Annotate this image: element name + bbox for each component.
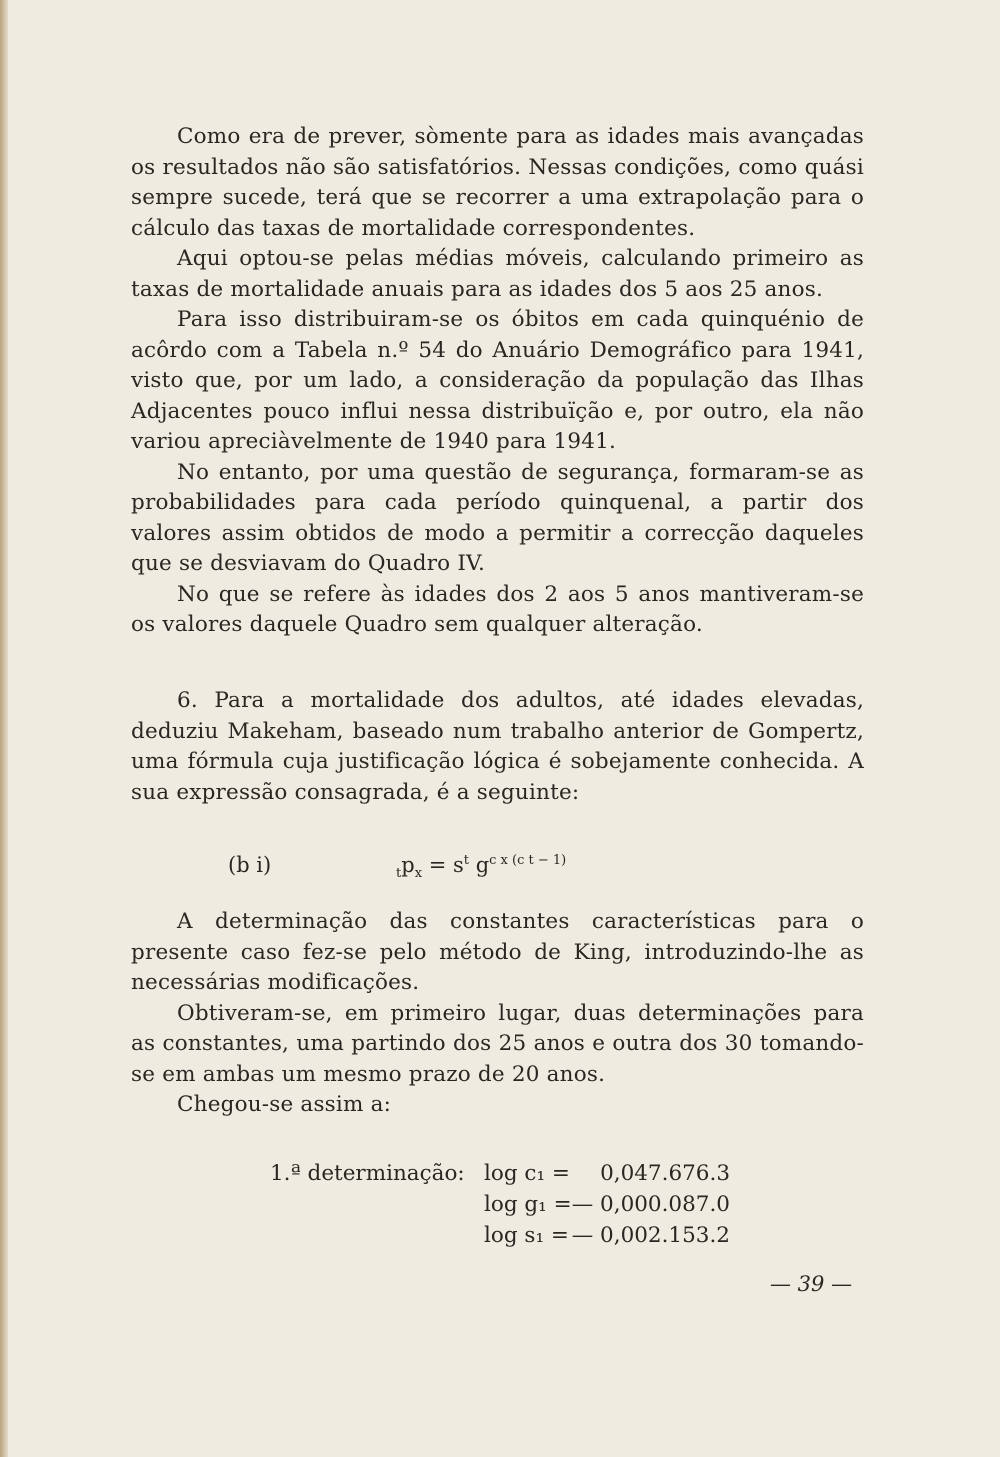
formula-label: (b i) xyxy=(228,853,272,877)
paragraph: 6. Para a mortalidade dos adultos, até idades elevadas, deduziu Makeham, baseado num trabalho anterior de Gompertz, uma fórmula cuja justificação lógica é sobejamente conhecida. A sua expressão consagrada, é a seguinte: xyxy=(131,688,864,805)
formula-sup-t: t xyxy=(463,853,470,868)
paragraph: Aqui optou-se pelas médias móveis, calculando primeiro as taxas de mortalidade anuais para as idades dos 5 aos 25 anos. xyxy=(131,246,864,302)
body-text-top xyxy=(131,122,864,641)
log-value: — 0,000.087.0 xyxy=(571,1192,730,1217)
formula-sub-t: t xyxy=(396,866,402,882)
paragraph: Como era de prever, sòmente para as idades mais avançadas os resultados não são satisfatórios. Nessas condições, como quási sempre sucede, terá que se recorrer a uma extrapolação para o cálculo das taxas de mortalidade correspondentes. xyxy=(131,124,864,241)
paragraph: A determinação das constantes características para o presente caso fez-se pelo método de King, introduzindo-lhe as necessárias modificações. xyxy=(131,909,864,995)
section-6-text xyxy=(131,686,864,808)
page-number: — 39 — xyxy=(770,1272,853,1296)
formula-expression xyxy=(396,853,566,881)
body-text-bottom xyxy=(131,907,864,1121)
formula-sub-x: x xyxy=(414,866,423,882)
log-value: 0,047.676.3 xyxy=(600,1161,730,1186)
paragraph: No entanto, por uma questão de segurança, formaram-se as probabilidades para cada período quinquenal, a partir dos valores assim obtidos de modo a permitir a correcção daqueles que se desviavam do Quadro IV. xyxy=(131,459,864,576)
log-expression: log c₁ = xyxy=(484,1161,570,1186)
determination-row xyxy=(270,1189,730,1220)
formula-exponent: c x (c t − 1) xyxy=(489,853,567,868)
formula-g: g xyxy=(469,853,490,877)
determination-row xyxy=(270,1220,730,1251)
paragraph: Chegou-se assim a: xyxy=(177,1092,392,1117)
paragraph: No que se refere às idades dos 2 aos 5 anos mantiveram-se os valores daquele Quadro sem qualquer alteração. xyxy=(131,581,864,637)
log-value: — 0,002.153.2 xyxy=(571,1223,730,1248)
log-expression: log s₁ = xyxy=(484,1223,569,1248)
formula-p: p xyxy=(401,853,415,877)
paragraph: Obtiveram-se, em primeiro lugar, duas determinações para as constantes, uma partindo dos 25 anos e outra dos 30 tomando-se em ambas um mesmo prazo de 20 anos. xyxy=(131,1000,864,1087)
paragraph: Para isso distribuiram-se os óbitos em cada quinquénio de acôrdo com a Tabela n.º 54 do Anuário Demográfico para 1941, visto que, por um lado, a consideração da população das Ilhas Adjacentes pouco influi nessa distribuïção e, por outro, ela não variou apreciàvelmente de 1940 para 1941. xyxy=(131,307,864,454)
log-expression: log g₁ = xyxy=(484,1192,572,1217)
determination-label: 1.ª determinação: xyxy=(270,1161,465,1186)
makeham-formula xyxy=(228,845,648,885)
page-edge xyxy=(0,0,8,1457)
determination-block xyxy=(270,1158,730,1251)
determination-row xyxy=(270,1158,730,1189)
formula-rhs: = s xyxy=(428,853,464,877)
